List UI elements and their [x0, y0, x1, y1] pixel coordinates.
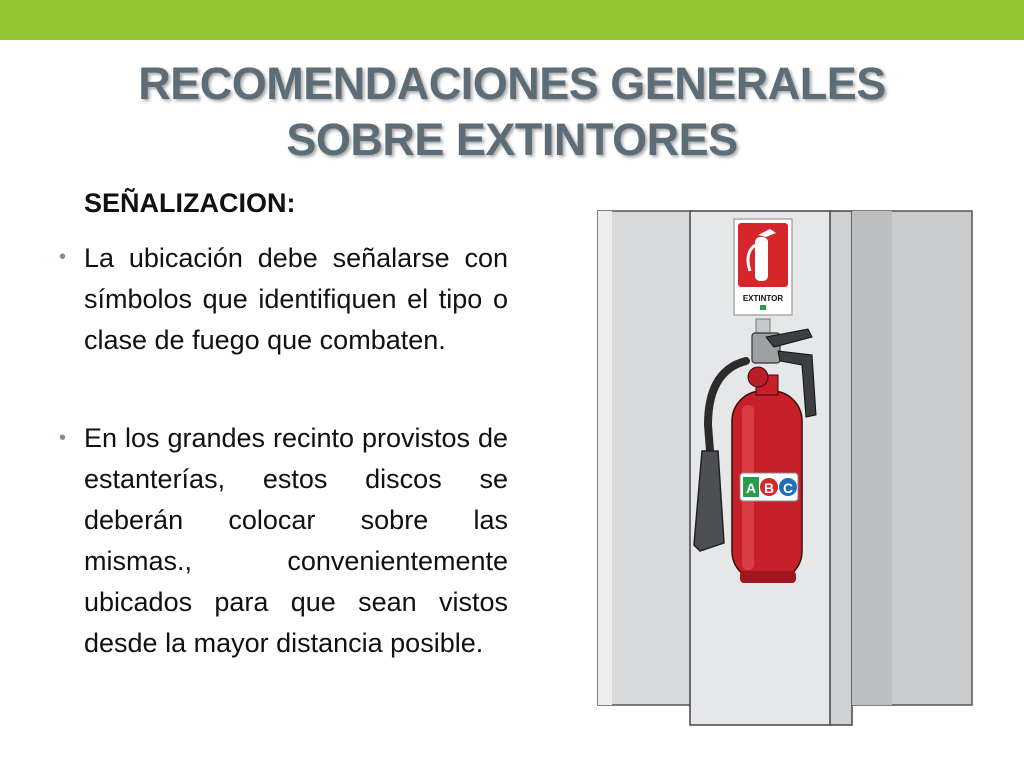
class-b-letter: B	[763, 480, 775, 496]
bullet-text-1: La ubicación debe señalarse con símbolos que identifiquen el tipo o clase de fuego que combaten.	[84, 243, 508, 355]
title-line-1: RECOMENDACIONES GENERALES	[138, 58, 886, 109]
bullet-dot-icon: •	[59, 246, 67, 268]
class-c-letter: C	[782, 480, 794, 496]
wall-panel-left-highlight	[598, 211, 612, 705]
slide-title	[40, 56, 984, 168]
bullet-text-2: En los grandes recinto provistos de estanterías, estos discos se deberán colocar sobre las mismas., convenientemente ubicados para que sean vistos desde la mayor distancia posible.	[84, 423, 508, 658]
fire-extinguisher-illustration	[590, 205, 980, 730]
title-line-2: SOBRE EXTINTORES	[286, 114, 738, 165]
wall-panel-left	[598, 211, 692, 705]
wall-panel-right-shade	[852, 211, 892, 705]
sign-label: EXTINTOR	[742, 294, 784, 303]
section-subheading: SEÑALIZACION:	[84, 188, 296, 218]
bullet-dot-icon: •	[59, 427, 67, 449]
wall-panel-edge	[830, 211, 852, 725]
extintor-sign	[734, 219, 792, 315]
top-accent-bar	[0, 0, 1024, 40]
class-a-letter: A	[745, 480, 757, 496]
